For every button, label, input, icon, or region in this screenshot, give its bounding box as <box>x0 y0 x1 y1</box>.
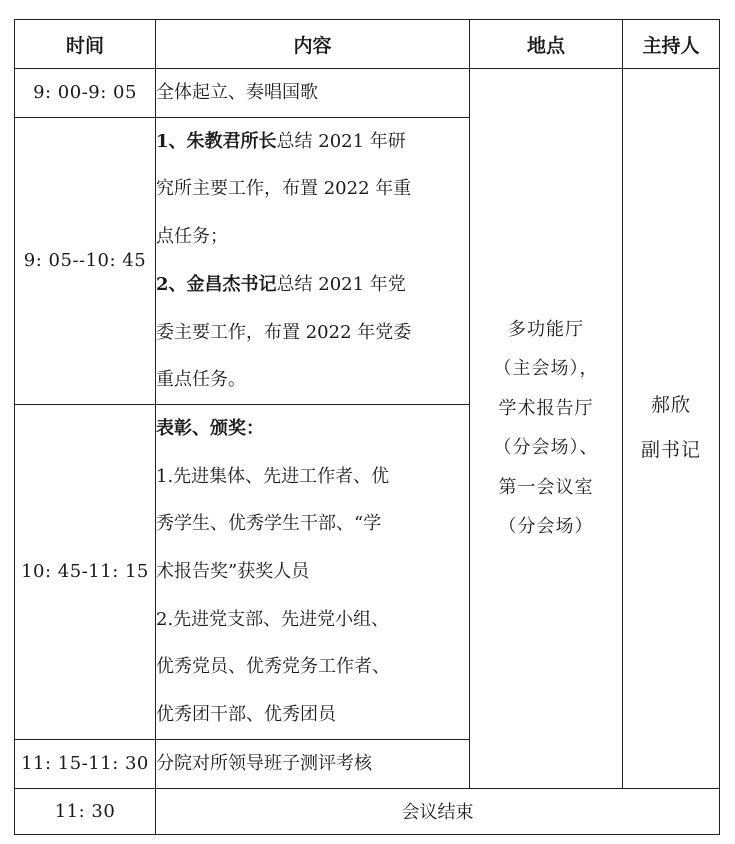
header-time: 时间 <box>15 20 156 69</box>
content-heading: 表彰、颁奖： <box>156 417 264 439</box>
time-cell: 11: 15-11: 30 <box>15 739 156 788</box>
location-line: （分会场）、 <box>493 437 599 459</box>
time-cell: 9: 05--10: 45 <box>15 117 156 404</box>
content-line: 1、朱教君所长总结 2021 年研 <box>156 130 406 152</box>
content-cell: 会议结束 <box>156 788 720 834</box>
table-row <box>15 69 720 118</box>
content-line: 重点任务。 <box>156 369 246 391</box>
content-line: 优秀党员、优秀党务工作者、 <box>156 656 390 678</box>
time-cell: 10: 45-11: 15 <box>15 404 156 739</box>
location-line: 第一会议室 <box>498 476 594 498</box>
content-line: 2、金昌杰书记总结 2021 年党 <box>156 273 406 295</box>
content-cell <box>156 117 470 404</box>
header-host: 主持人 <box>623 20 720 69</box>
location-line: （主会场）， <box>493 358 599 380</box>
time-cell: 11: 30 <box>15 788 156 834</box>
content-line: 2.先进党支部、先进党小组、 <box>156 608 390 630</box>
content-line: 秀学生、优秀学生干部、“学 <box>156 513 382 535</box>
content-cell <box>156 404 470 739</box>
location-line: 学术报告厅 <box>498 397 594 419</box>
content-line: 委主要工作，布置 2022 年党委 <box>156 321 412 343</box>
table-row <box>15 788 720 834</box>
time-cell: 9: 00-9: 05 <box>15 69 156 118</box>
header-location: 地点 <box>470 20 623 69</box>
content-line: 点任务； <box>156 226 228 248</box>
location-cell <box>470 69 623 789</box>
header-content: 内容 <box>156 20 470 69</box>
content-line: 优秀团干部、优秀团员 <box>156 704 336 726</box>
content-cell: 全体起立、奏唱国歌 <box>156 69 470 118</box>
content-line: 1.先进集体、先进工作者、优 <box>156 465 390 487</box>
content-cell: 分院对所领导班子测评考核 <box>156 739 470 788</box>
host-title: 副书记 <box>640 439 701 462</box>
content-line: 究所主要工作，布置 2022 年重 <box>156 178 412 200</box>
location-line: 多功能厅 <box>508 318 584 340</box>
agenda-table <box>14 19 720 835</box>
speaker-name: 朱教君所长 <box>186 130 277 152</box>
location-line: （分会场） <box>498 516 594 538</box>
content-line: 术报告奖”获奖人员 <box>156 561 310 583</box>
host-cell <box>623 69 720 789</box>
speaker-name: 金昌杰书记 <box>186 273 277 295</box>
header-row <box>15 20 720 69</box>
host-name: 郝欣 <box>650 394 691 417</box>
